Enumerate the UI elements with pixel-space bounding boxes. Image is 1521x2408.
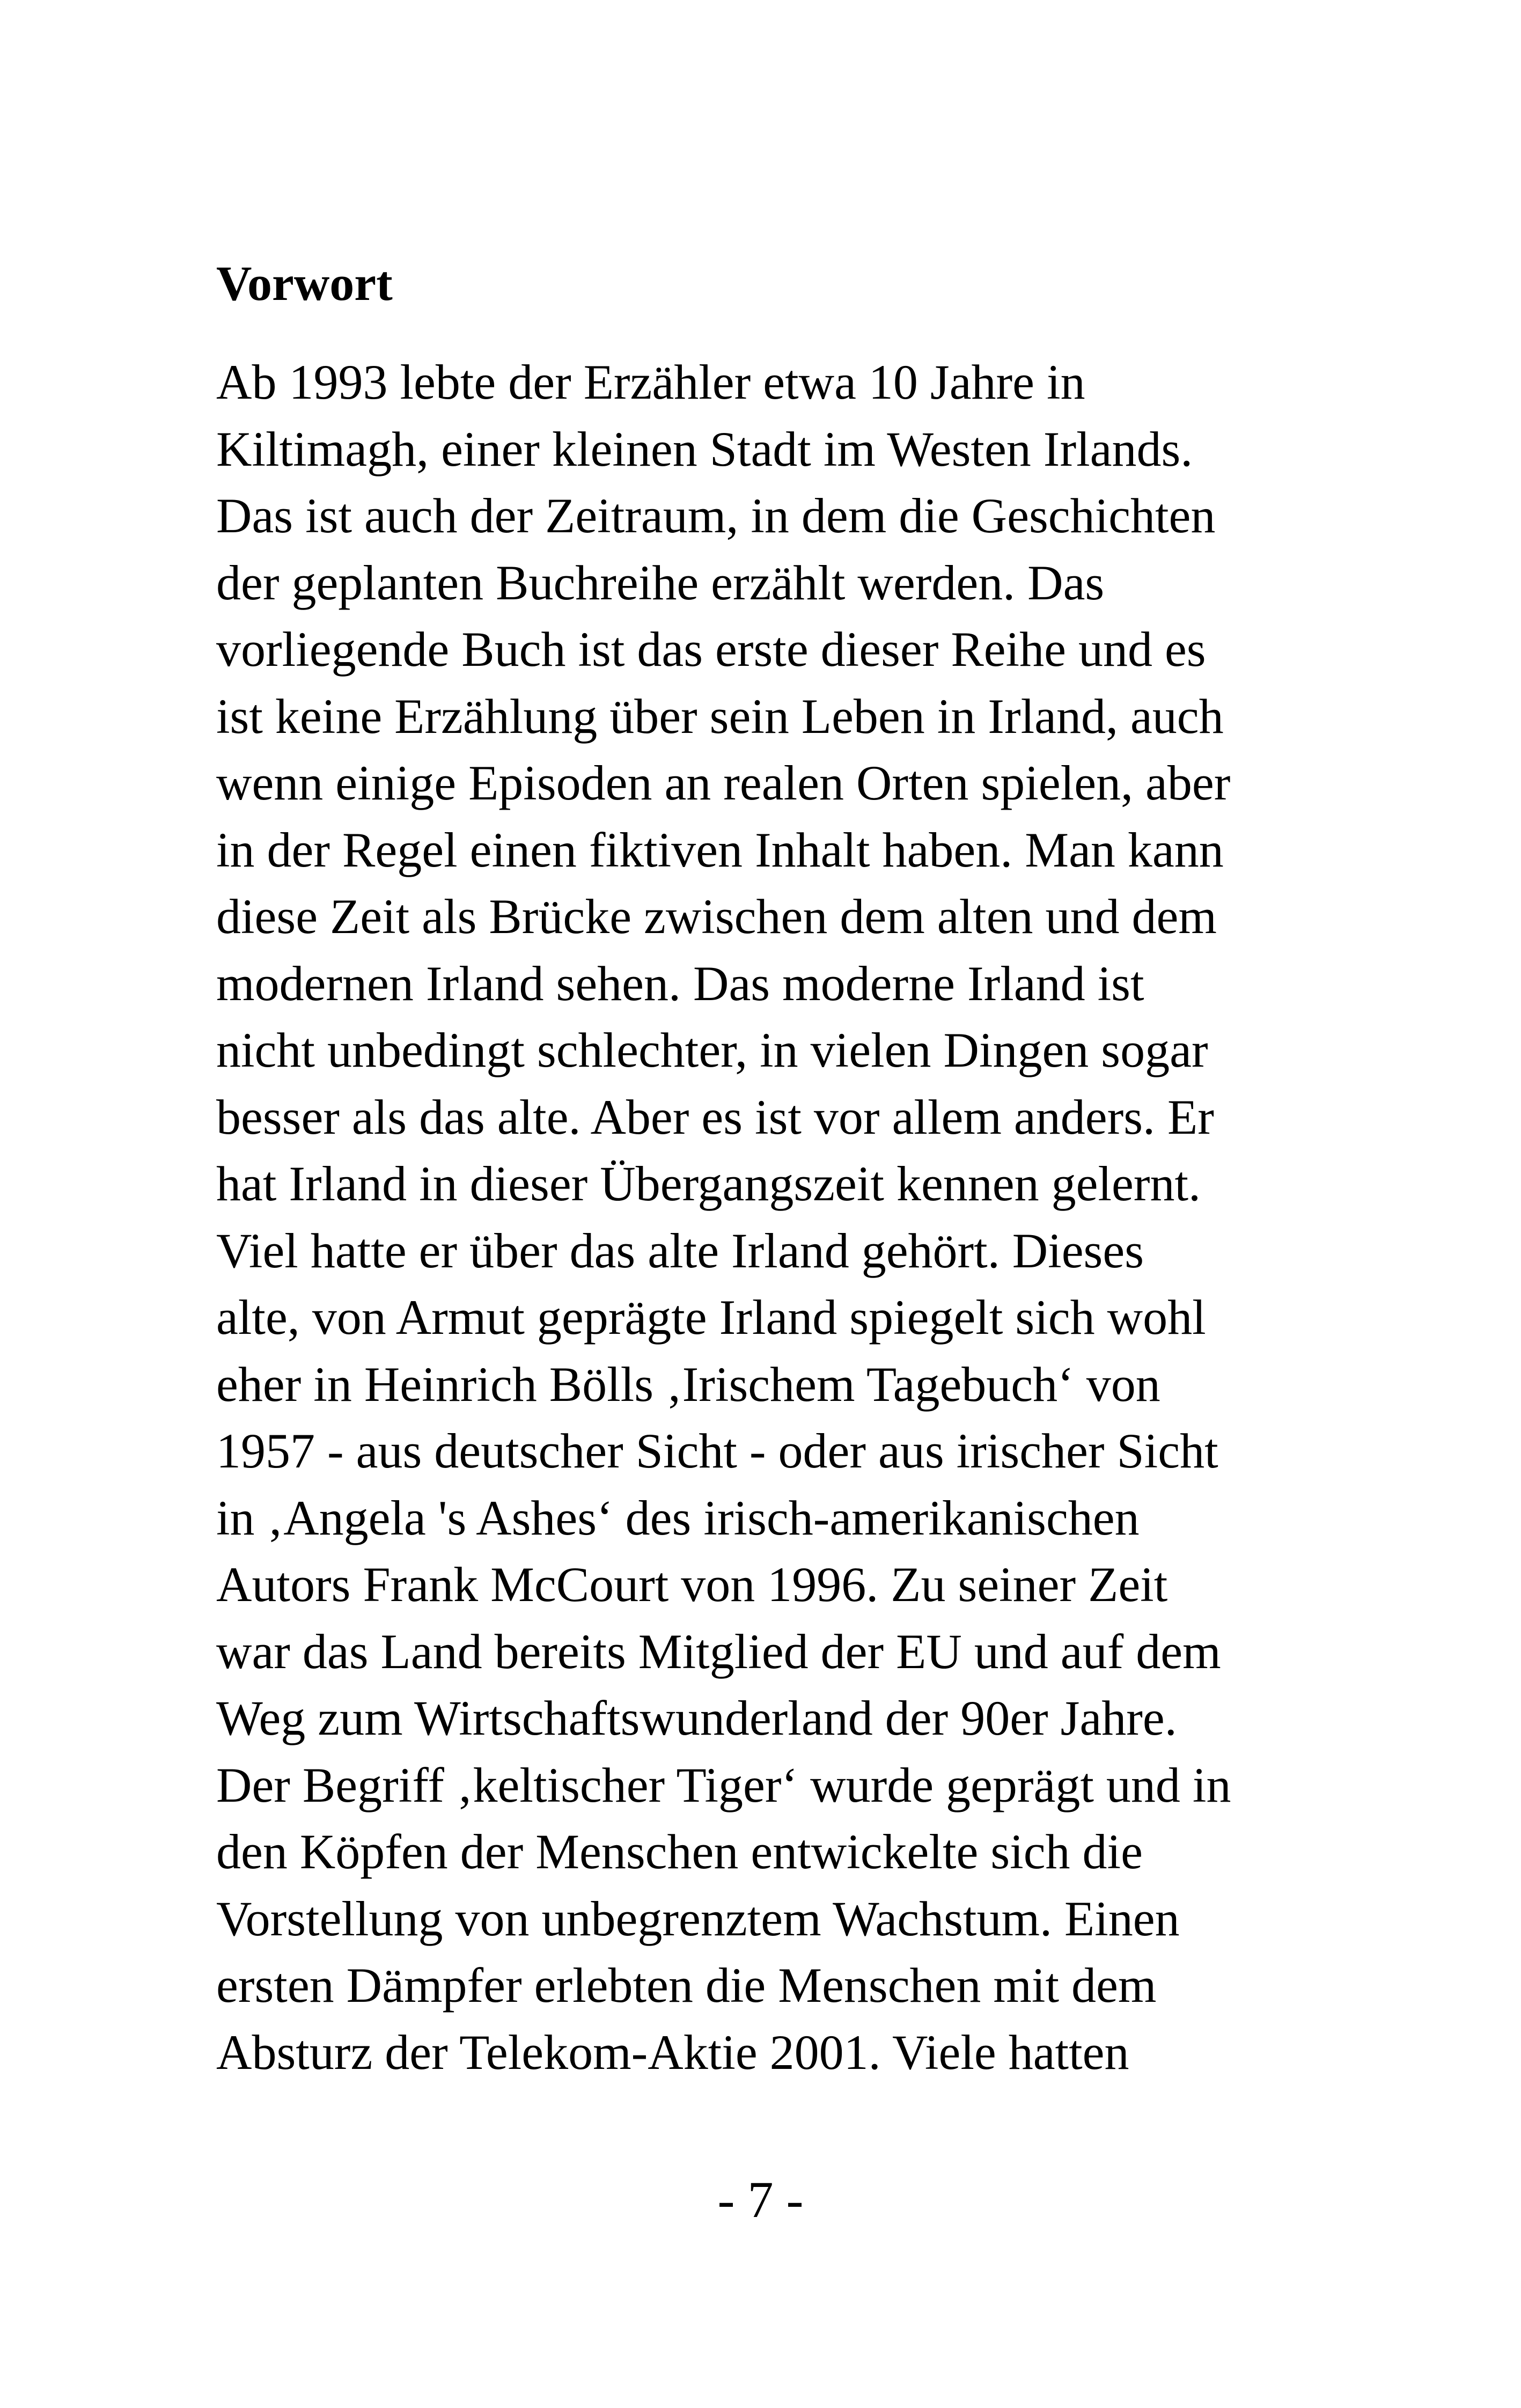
body-paragraph <box>216 349 1343 2086</box>
text-line: alte, von Armut geprägte Irland spiegelt sich wohl <box>216 1290 1206 1345</box>
text-line: Absturz der Telekom-Aktie 2001. Viele hatten <box>216 2024 1129 2080</box>
text-line: Kiltimagh, einer kleinen Stadt im Westen Irlands. <box>216 421 1193 476</box>
text-line: nicht unbedingt schlechter, in vielen Dingen sogar <box>216 1023 1208 1077</box>
chapter-heading: Vorwort <box>216 256 393 311</box>
text-line: 1957 - aus deutscher Sicht - oder aus irischer Sicht <box>216 1423 1218 1478</box>
page-number: - 7 - <box>717 2171 804 2228</box>
text-line: war das Land bereits Mitglied der EU und auf dem <box>216 1624 1221 1679</box>
text-line: Viel hatte er über das alte Irland gehört. Dieses <box>216 1223 1144 1278</box>
text-line: Weg zum Wirtschaftswunderland der 90er Jahre. <box>216 1691 1177 1745</box>
text-line: Autors Frank McCourt von 1996. Zu seiner Zeit <box>216 1557 1168 1612</box>
text-line: der geplanten Buchreihe erzählt werden. Das <box>216 555 1105 610</box>
text-line: Ab 1993 lebte der Erzähler etwa 10 Jahre in <box>216 355 1085 409</box>
text-line: ist keine Erzählung über sein Leben in Irland, auch <box>216 688 1224 744</box>
text-line: modernen Irland sehen. Das moderne Irland ist <box>216 956 1144 1011</box>
text-line: in ‚Angela 's Ashes‘ des irisch-amerikanischen <box>216 1490 1140 1545</box>
text-line: Der Begriff ‚keltischer Tiger‘ wurde geprägt und in <box>216 1757 1231 1812</box>
text-line: diese Zeit als Brücke zwischen dem alten und dem <box>216 889 1217 944</box>
text-line: den Köpfen der Menschen entwickelte sich die <box>216 1824 1143 1879</box>
text-line: in der Regel einen fiktiven Inhalt haben. Man kann <box>216 822 1224 877</box>
text-line: eher in Heinrich Bölls ‚Irischem Tagebuch‘ von <box>216 1356 1160 1412</box>
text-line: besser als das alte. Aber es ist vor allem anders. Er <box>216 1089 1214 1144</box>
text-line: ersten Dämpfer erlebten die Menschen mit dem <box>216 1958 1157 2013</box>
text-line: wenn einige Episoden an realen Orten spielen, aber <box>216 755 1231 810</box>
text-line: vorliegende Buch ist das erste dieser Reihe und es <box>216 622 1206 677</box>
text-line: Vorstellung von unbegrenztem Wachstum. Einen <box>216 1891 1180 1946</box>
text-line: Das ist auch der Zeitraum, in dem die Geschichten <box>216 488 1216 543</box>
text-line: hat Irland in dieser Übergangszeit kennen gelernt. <box>216 1156 1201 1211</box>
